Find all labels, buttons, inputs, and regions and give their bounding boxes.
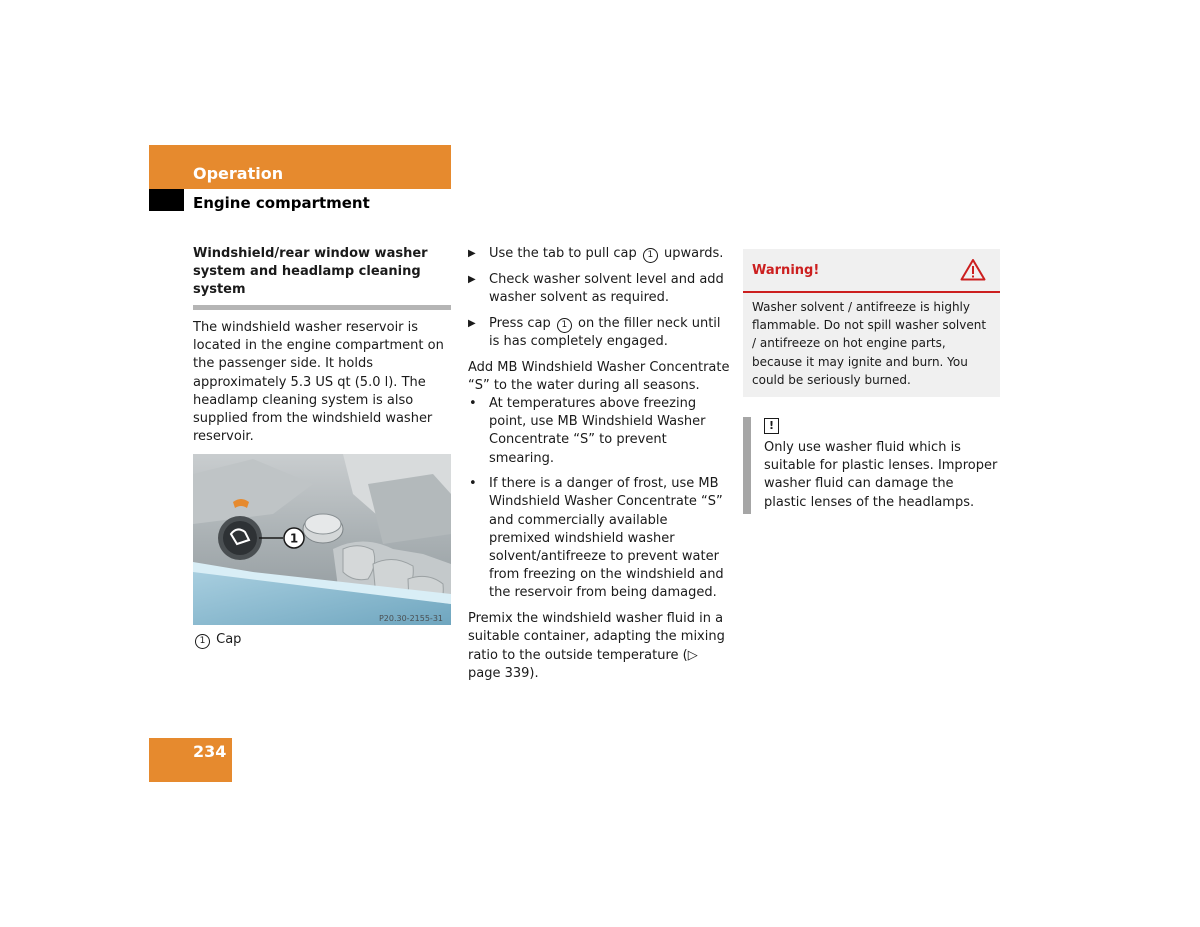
instruction-step — [468, 271, 730, 307]
warning-text: Washer solvent / antifreeze is highly flammable. Do not spill washer solvent / antifreeze on hot engine parts, because it may ignite and burn. You could be seriously burned. — [752, 300, 987, 387]
section-heading: Windshield/rear window washer system and headlamp cleaning system — [193, 245, 451, 310]
engine-compartment-image — [193, 454, 451, 625]
note-box — [743, 417, 1000, 512]
bullet-item — [468, 475, 730, 602]
step-arrow-icon: ▶ — [468, 317, 476, 329]
bullet-text: At temperatures above freezing point, use MB Windshield Washer Concentrate “S” to prevent smearing. — [489, 395, 706, 466]
image-caption — [193, 631, 451, 649]
middle-column — [468, 245, 730, 683]
bullet-icon: • — [469, 395, 477, 411]
note-text: Only use washer fluid which is suitable for plastic lenses. Improper washer fluid can damage the plastic lenses of the headlamps. — [764, 440, 998, 510]
intro-paragraph: The windshield washer reservoir is located in the engine compartment on the passenger side. It holds approximately 5.3 US qt (5.0 l). The headlamp cleaning system is also supplied from the windshield washer reservoir. — [193, 320, 444, 445]
warning-box — [743, 249, 1000, 397]
right-column — [743, 249, 1000, 512]
engine-illustration — [193, 454, 451, 625]
paragraph: Premix the windshield washer fluid in a suitable container, adapting the mixing ratio to the outside temperature (▷ page 339). — [468, 611, 725, 681]
paragraph: Add MB Windshield Washer Concentrate “S” to the water during all seasons. — [468, 359, 730, 393]
bullet-text: If there is a danger of frost, use MB Windshield Washer Concentrate “S” and commercially available premixed windshield washer solvent/antifreeze to prevent water from freezing on the windshield and the reservoir from being damaged. — [489, 476, 724, 601]
warning-triangle-icon — [960, 258, 986, 281]
bullet-item — [468, 395, 730, 468]
step-text: Press cap — [489, 315, 551, 331]
image-code: P20.30-2155-31 — [378, 614, 443, 624]
warning-header — [743, 249, 1000, 293]
subsection-title: Engine compartment — [193, 194, 370, 212]
note-bar — [743, 417, 751, 514]
subsection-marker — [149, 189, 184, 211]
exclamation-icon: ! — [764, 418, 779, 434]
step-arrow-icon: ▶ — [468, 248, 476, 259]
step-text: upwards. — [664, 246, 724, 261]
image-callout-number: 1 — [289, 531, 299, 546]
left-column — [193, 245, 451, 650]
caption-number: 1 — [195, 634, 210, 649]
step-text: Check washer solvent level and add washer solvent as required. — [489, 271, 724, 305]
step-text: Use the tab to pull cap — [489, 246, 637, 261]
cap-number: 1 — [643, 248, 658, 263]
warning-title: Warning! — [752, 263, 820, 278]
page-number: 234 — [193, 742, 227, 761]
section-title: Operation — [193, 164, 284, 183]
cap-number: 1 — [557, 318, 572, 333]
step-arrow-icon: ▶ — [468, 273, 476, 285]
instruction-step — [468, 245, 730, 263]
step-text: on the filler neck until is has completely engaged. — [489, 315, 721, 349]
instruction-step — [468, 315, 730, 351]
bullet-icon: • — [469, 476, 477, 492]
caption-text: Cap — [216, 632, 242, 648]
